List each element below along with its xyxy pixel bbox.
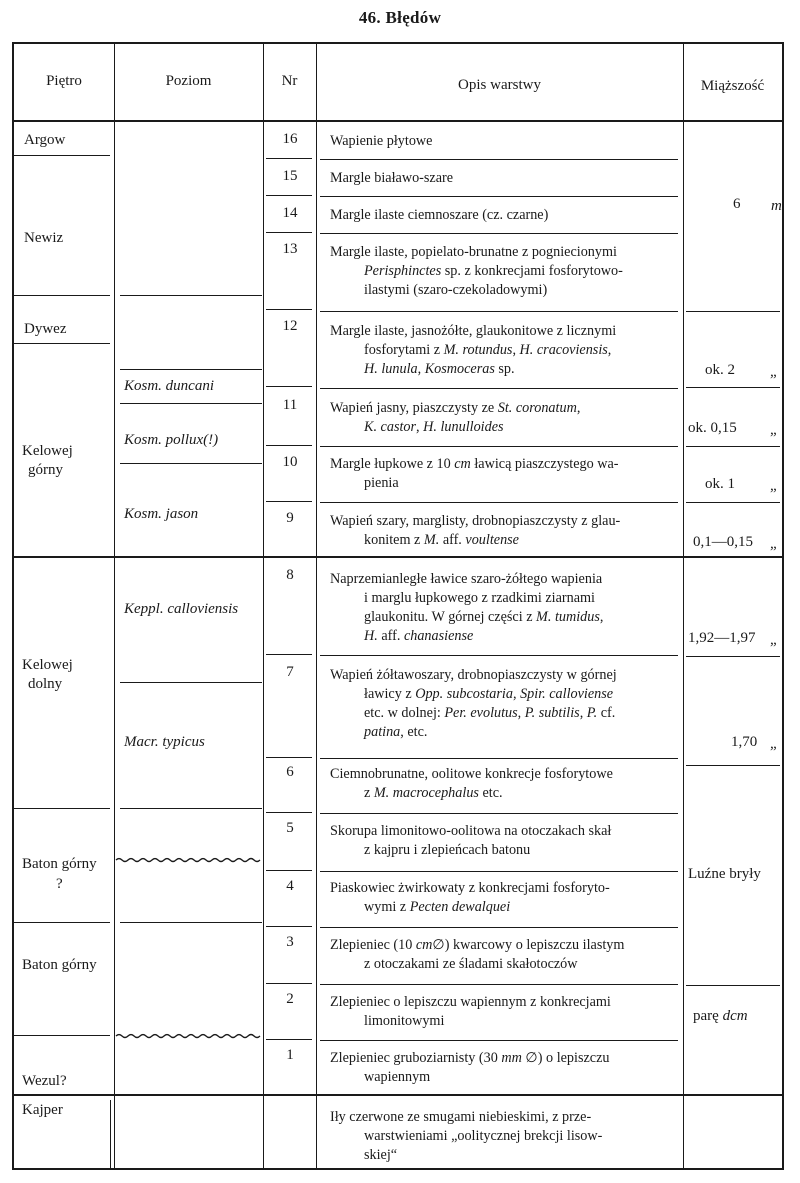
- opis-layer-12: [330, 322, 675, 379]
- row-line: [686, 446, 780, 447]
- thickness-ok2: [705, 362, 735, 379]
- row-line: [320, 446, 678, 447]
- thickness-01-015: [693, 534, 753, 551]
- nr-11: 11: [282, 397, 298, 413]
- row-line: [320, 311, 678, 312]
- pietro-kajper: Kajper: [22, 1102, 63, 1118]
- pietro-kelowej-gorny-1: Kelowej: [22, 443, 73, 459]
- row-line: [320, 159, 678, 160]
- header-pietro: Piętro: [46, 73, 82, 89]
- pietro-dywez: Dywez: [24, 321, 67, 337]
- pietro-baton-gorny-q-2: ?: [56, 876, 63, 892]
- opis-line: Margle ilaste, popielato-brunatne z pogniecionymi: [330, 244, 617, 260]
- ditto-value: „: [770, 364, 777, 380]
- opis-fragment: aff.: [377, 628, 404, 644]
- row-line: [266, 757, 312, 758]
- thickness-value: ok. 1: [705, 476, 735, 492]
- opis-line: ilastymi (szaro-czekoladowymi): [364, 282, 548, 298]
- thickness-ok015: [688, 420, 737, 437]
- row-line: [320, 871, 678, 872]
- row-line: [120, 369, 262, 370]
- opis-layer-6: [330, 765, 675, 803]
- row-line: [266, 1039, 312, 1040]
- pietro-baton-gorny-q-1: Baton górny: [22, 856, 97, 872]
- opis-fragment: ławicy z: [364, 686, 416, 702]
- opis-layer-9: [330, 512, 675, 550]
- header-poziom: Poziom: [165, 73, 212, 89]
- ditto-mark: [770, 364, 777, 381]
- opis-fragment: Zlepieniec (10: [330, 937, 416, 953]
- row-line: [266, 195, 312, 196]
- opis-line: Iły czerwone ze smugami niebieskimi, z prze-: [330, 1109, 592, 1125]
- row-line: [266, 812, 312, 813]
- row-line: [14, 808, 110, 809]
- unit: cm: [415, 937, 433, 953]
- row-line: [14, 922, 110, 923]
- pietro-baton-gorny: Baton górny: [22, 957, 97, 973]
- taxon-name: St. coronatum: [497, 400, 577, 416]
- nr-12: 12: [282, 318, 298, 334]
- nr-4: 4: [286, 878, 294, 894]
- nr-16: 16: [282, 131, 298, 147]
- row-line: [320, 758, 678, 759]
- row-line: [266, 445, 312, 446]
- opis-fragment: z: [364, 785, 374, 801]
- nr-5: 5: [286, 820, 294, 836]
- taxon-name: Pecten dewalquei: [409, 899, 511, 915]
- thickness-value: parę: [693, 1008, 723, 1024]
- opis-fragment: Zlepieniec gruboziarnisty (30: [330, 1050, 502, 1066]
- nr-8: 8: [286, 567, 294, 583]
- row-line: [266, 501, 312, 502]
- ditto-mark: [770, 632, 777, 649]
- opis-layer-2: [330, 993, 675, 1031]
- opis-layer-15: [330, 169, 675, 188]
- row-line: [320, 233, 678, 234]
- taxon-name: P.: [586, 705, 598, 721]
- opis-fragment: Margle łupkowe z 10: [330, 456, 455, 472]
- opis-fragment: cf.: [597, 705, 616, 721]
- opis-line: z otoczakami ze śladami skałotoczów: [364, 956, 578, 972]
- ditto-value: „: [770, 632, 777, 648]
- opis-layer-kajper: [330, 1108, 675, 1165]
- nr-2: 2: [286, 991, 294, 1007]
- nr-13: 13: [282, 241, 298, 257]
- opis-fragment: etc. w dolnej:: [364, 705, 445, 721]
- nr-1: 1: [286, 1047, 294, 1063]
- row-line: [120, 463, 262, 464]
- row-line: [266, 158, 312, 159]
- taxon-name: K. castor: [364, 419, 417, 435]
- unit: mm: [501, 1050, 522, 1066]
- nr-10: 10: [282, 454, 298, 470]
- header-rule: [14, 120, 782, 122]
- taxon-name: M.: [423, 532, 440, 548]
- taxon-name: Perisphinctes: [364, 263, 442, 279]
- thickness-luzne: [688, 866, 761, 883]
- ditto-mark: [770, 422, 777, 439]
- section-rule: [14, 1094, 782, 1096]
- opis-fragment: ,: [512, 686, 521, 702]
- pietro-kelowej-dolny-2: dolny: [28, 676, 63, 692]
- taxon-name: patina: [364, 724, 401, 740]
- opis-fragment: wymi z: [364, 899, 410, 915]
- opis-layer-13: [330, 243, 675, 300]
- opis-line: warstwieniami „oolitycznej brekcji lisow-: [364, 1128, 603, 1144]
- nr-6: 6: [286, 764, 294, 780]
- col-divider: [114, 44, 115, 1170]
- thickness-value: 0,1—0,15: [693, 534, 753, 550]
- taxon-name: Opp. subcostaria: [415, 686, 513, 702]
- taxon-name: Per. evolutus: [444, 705, 518, 721]
- row-line: [14, 155, 110, 156]
- row-line: [320, 1040, 678, 1041]
- row-line: [266, 870, 312, 871]
- opis-fragment: ,: [576, 400, 581, 416]
- row-line: [320, 984, 678, 985]
- unit: m: [771, 198, 782, 214]
- ditto-value: „: [770, 536, 777, 552]
- opis-line: Naprzemianległe ławice szaro-żółtego wapienia: [330, 571, 603, 587]
- nr-7: 7: [286, 664, 294, 680]
- opis-fragment: , etc.: [400, 724, 428, 740]
- opis-fragment: fosforytami z: [364, 342, 444, 358]
- opis-line: wapiennym: [364, 1069, 431, 1085]
- poziom-pollux: Kosm. pollux(!): [124, 432, 219, 448]
- opis-fragment: ,: [599, 609, 604, 625]
- unconformity-wavy-line: [116, 1032, 262, 1040]
- opis-line: pienia: [364, 475, 399, 491]
- taxon-name: H. cracoviensis: [519, 342, 608, 358]
- opis-layer-4: [330, 879, 675, 917]
- row-line: [120, 682, 262, 683]
- thickness-value: 6: [733, 196, 741, 212]
- opis-layer-14: [330, 206, 675, 225]
- opis-fragment: ,: [607, 342, 612, 358]
- opis-line: Margle ilaste, jasnożółte, glaukonitowe z licznymi: [330, 323, 617, 339]
- opis-fragment: sp.: [494, 361, 515, 377]
- unconformity-wavy-line: [116, 856, 262, 864]
- row-line: [320, 813, 678, 814]
- opis-fragment: etc.: [478, 785, 503, 801]
- page-title: 46. Błędów: [358, 8, 442, 27]
- ditto-mark: [770, 736, 777, 753]
- pietro-kelowej-gorny-2: górny: [28, 462, 63, 478]
- thickness-value: Luźne bryły: [688, 866, 761, 882]
- thickness-6m-unit: [771, 198, 782, 215]
- opis-layer-16: [330, 132, 675, 151]
- opis-text: Wapienie płytowe: [330, 133, 433, 149]
- row-line: [266, 983, 312, 984]
- taxon-name: chanasiense: [403, 628, 474, 644]
- taxon-name: M. rotundus: [443, 342, 513, 358]
- header-miazszosc: Miąższość: [700, 78, 765, 94]
- row-line: [320, 927, 678, 928]
- opis-fragment: ,: [417, 361, 425, 377]
- row-line: [320, 502, 678, 503]
- header-nr: Nr: [281, 73, 298, 89]
- opis-layer-5: [330, 822, 675, 860]
- opis-line: limonitowymi: [364, 1013, 445, 1029]
- row-line: [266, 654, 312, 655]
- opis-fragment: konitem z: [364, 532, 424, 548]
- opis-text: Margle białawo-szare: [330, 170, 454, 186]
- row-line: [266, 309, 312, 310]
- thickness-value: ok. 0,15: [688, 420, 737, 436]
- thickness-value: 1,70: [731, 734, 758, 750]
- thickness-6m: [733, 196, 741, 213]
- taxon-name: Kosmoceras: [424, 361, 495, 377]
- nr-9: 9: [286, 510, 294, 526]
- ditto-value: „: [770, 478, 777, 494]
- poziom-typicus: Macr. typicus: [124, 734, 205, 750]
- ditto-value: „: [770, 736, 777, 752]
- opis-line: Wapień szary, marglisty, drobnopiaszczysty z glau-: [330, 513, 621, 529]
- row-line: [686, 502, 780, 503]
- thickness-192-197: [688, 630, 756, 647]
- pietro-kelowej-dolny-1: Kelowej: [22, 657, 73, 673]
- unit: cm: [454, 456, 471, 472]
- pietro-newiz: Newiz: [24, 230, 64, 246]
- opis-fragment: ,: [416, 419, 424, 435]
- opis-fragment: glaukonitu. W górnej części z: [364, 609, 537, 625]
- taxon-name: voultense: [465, 532, 519, 548]
- thickness-value: 1,92—1,97: [688, 630, 756, 646]
- opis-line: Skorupa limonitowo-oolitowa na otoczakach skał: [330, 823, 612, 839]
- row-line: [266, 386, 312, 387]
- opis-line: z kajpru i zlepieńcach batonu: [364, 842, 531, 858]
- taxon-name: M. tumidus: [536, 609, 600, 625]
- pietro-wezul: Wezul?: [22, 1073, 67, 1089]
- row-line: [686, 985, 780, 986]
- row-line: [320, 655, 678, 656]
- taxon-name: H.: [364, 628, 378, 644]
- ditto-mark: [770, 478, 777, 495]
- opis-fragment: Wapień jasny, piaszczysty ze: [330, 400, 498, 416]
- opis-line: Zlepieniec o lepiszczu wapiennym z konkrecjami: [330, 994, 611, 1010]
- row-line: [120, 808, 262, 809]
- poziom-jason: Kosm. jason: [124, 506, 199, 522]
- taxon-name: Spir. calloviense: [520, 686, 614, 702]
- opis-line: skiej“: [364, 1147, 398, 1163]
- taxon-name: M. macrocephalus: [373, 785, 479, 801]
- opis-layer-10: [330, 455, 675, 493]
- taxon-name: P. subtilis: [524, 705, 580, 721]
- opis-layer-7: [330, 666, 675, 742]
- opis-layer-1: [330, 1049, 675, 1087]
- col-divider: [316, 44, 317, 1170]
- col-divider: [683, 44, 684, 1170]
- ditto-mark: [770, 536, 777, 553]
- opis-line: i marglu łupkowego z rzadkimi ziarnami: [364, 590, 596, 606]
- opis-layer-8: [330, 570, 675, 646]
- row-line: [320, 388, 678, 389]
- thickness-170: [731, 734, 757, 751]
- taxon-name: H. lunula: [364, 361, 418, 377]
- row-line: [266, 232, 312, 233]
- poziom-calloviensis: Keppl. calloviensis: [124, 601, 239, 617]
- thickness-pare-dcm: [693, 1008, 748, 1025]
- opis-line: sp. z konkrecjami fosforytowo-: [444, 263, 623, 279]
- header-opis: Opis warstwy: [458, 77, 541, 93]
- nr-15: 15: [282, 168, 298, 184]
- opis-line: Wapień żółtawoszary, drobnopiaszczysty w górnej: [330, 667, 617, 683]
- ditto-value: „: [770, 422, 777, 438]
- row-line: [320, 196, 678, 197]
- row-line: [686, 387, 780, 388]
- unit: dcm: [722, 1008, 748, 1024]
- row-line: [14, 1035, 110, 1036]
- row-line: [120, 403, 262, 404]
- opis-fragment: ∅) o lepiszczu: [521, 1050, 610, 1066]
- opis-fragment: ławicą piaszczystego wa-: [470, 456, 619, 472]
- thickness-ok1: [705, 476, 735, 493]
- opis-fragment: ,: [517, 705, 525, 721]
- opis-layer-11: [330, 399, 675, 437]
- opis-fragment: ,: [579, 705, 587, 721]
- row-line: [686, 311, 780, 312]
- nr-14: 14: [282, 205, 298, 221]
- row-line: [14, 343, 110, 344]
- opis-fragment: ∅) kwarcowy o lepiszczu ilastym: [432, 937, 625, 953]
- row-line: [120, 922, 262, 923]
- poziom-duncani: Kosm. duncani: [124, 378, 214, 394]
- opis-line: Piaskowiec żwirkowaty z konkrecjami fosforyto-: [330, 880, 610, 896]
- thickness-value: ok. 2: [705, 362, 735, 378]
- opis-layer-3: [330, 936, 675, 974]
- nr-3: 3: [286, 934, 294, 950]
- row-line: [120, 295, 262, 296]
- row-line: [266, 926, 312, 927]
- row-line: [14, 295, 110, 296]
- kajper-divider: [110, 1100, 111, 1168]
- taxon-name: H. lunulloides: [423, 419, 504, 435]
- row-line: [686, 765, 780, 766]
- opis-fragment: ,: [512, 342, 520, 358]
- opis-text: Margle ilaste ciemnoszare (cz. czarne): [330, 207, 549, 223]
- pietro-argow: Argow: [24, 132, 66, 148]
- row-line: [686, 656, 780, 657]
- section-rule: [14, 556, 782, 558]
- opis-line: Ciemnobrunatne, oolitowe konkrecje fosforytowe: [330, 766, 613, 782]
- opis-fragment: aff.: [439, 532, 466, 548]
